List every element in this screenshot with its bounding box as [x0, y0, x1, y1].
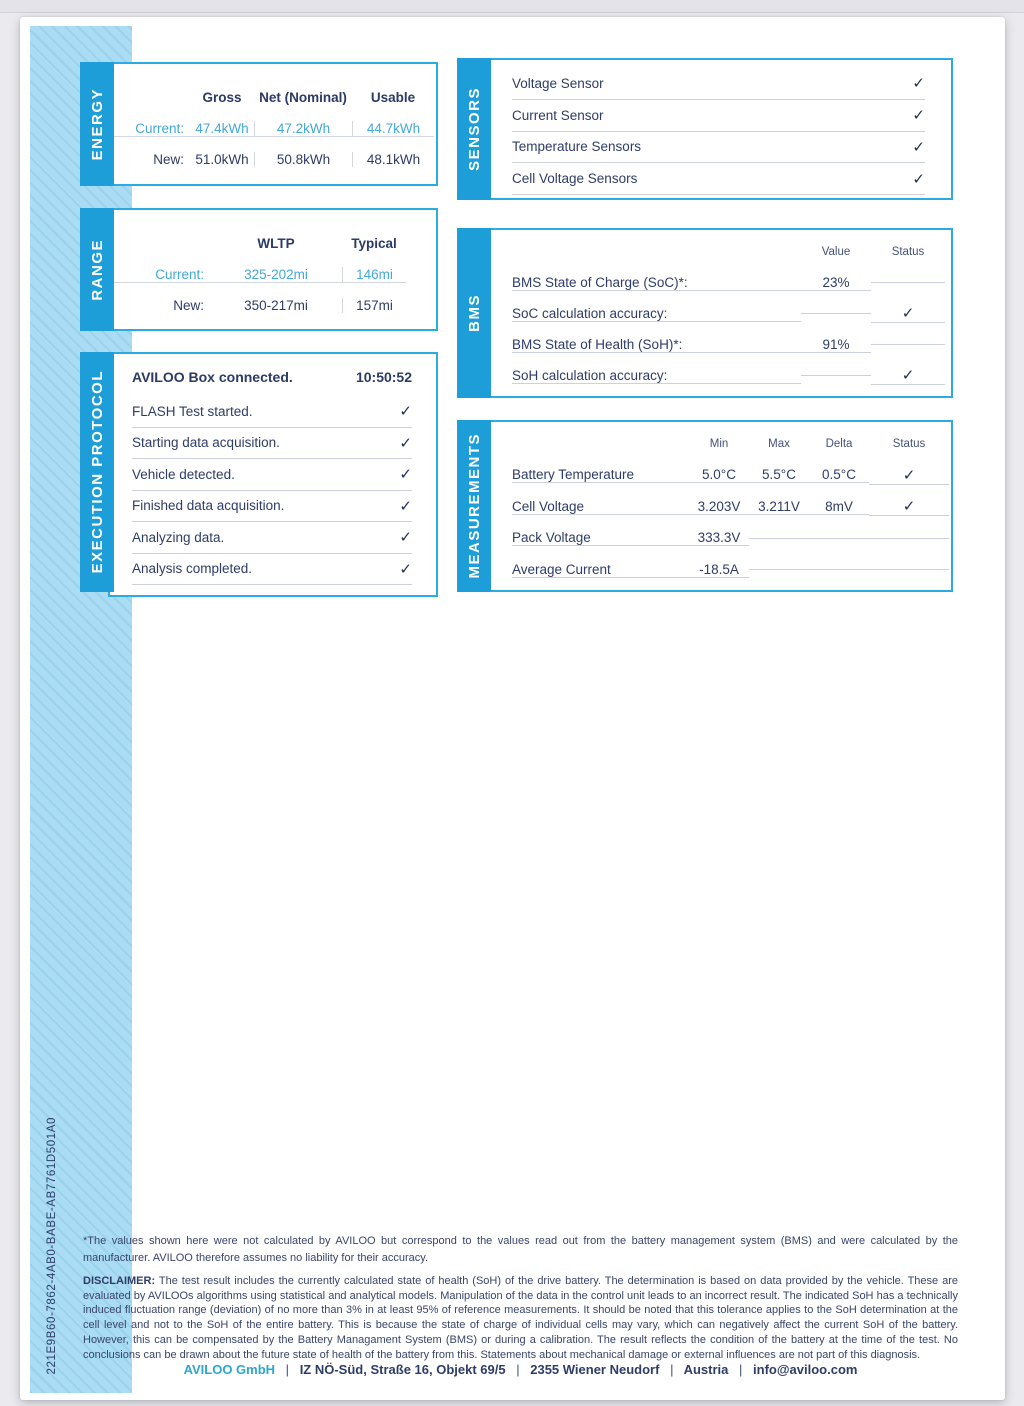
footer-city: 2355 Wiener Neudorf — [530, 1362, 660, 1377]
sensor-row — [512, 132, 925, 164]
footer-separator: | — [739, 1362, 743, 1377]
measurement-max: 5.5°C — [749, 467, 809, 483]
check-icon: ✓ — [871, 366, 945, 385]
energy-value: 44.7kWh — [352, 121, 434, 137]
sensor-row — [512, 68, 925, 100]
measurement-status-empty — [869, 538, 949, 539]
energy-col-header: Gross — [202, 90, 242, 105]
bms-corner-cell — [512, 236, 801, 262]
bms-col-header: Status — [891, 245, 925, 258]
section-label-bms-text: BMS — [465, 294, 483, 332]
measurement-delta — [809, 569, 869, 570]
section-label-execution-protocol — [80, 352, 114, 592]
exec-step-label: Analyzing data. — [132, 529, 225, 545]
energy-value: 50.8kWh — [254, 152, 352, 167]
execution-protocol-box — [108, 352, 438, 597]
range-value: 325-202mi — [210, 267, 342, 283]
range-box — [108, 208, 438, 331]
range-value: 157mi — [342, 298, 406, 313]
sensor-row — [512, 100, 925, 132]
section-label-energy-text: ENERGY — [88, 87, 106, 161]
measurement-max — [749, 538, 809, 539]
measurement-row-label: Average Current — [512, 562, 689, 578]
exec-header-text: AVILOO Box connected. — [132, 369, 293, 385]
exec-step-row — [132, 522, 412, 554]
range-value: 350-217mi — [244, 298, 308, 313]
section-label-sensors — [457, 58, 491, 200]
bms-status — [871, 344, 945, 345]
measurements-col-header: Max — [768, 437, 790, 450]
footer-email: info@aviloo.com — [753, 1362, 858, 1377]
footer-separator: | — [516, 1362, 520, 1377]
exec-step-label: Analysis completed. — [132, 561, 253, 577]
check-icon: ✓ — [399, 529, 412, 547]
exec-step-row — [132, 428, 412, 460]
range-value: 146mi — [342, 267, 406, 283]
bms-value: 91% — [801, 337, 871, 353]
sensor-row — [512, 163, 925, 195]
report-page — [20, 17, 1005, 1400]
exec-step-label: Finished data acquisition. — [132, 498, 285, 514]
check-icon: ✓ — [912, 138, 925, 156]
exec-step-row — [132, 396, 412, 428]
check-icon: ✓ — [399, 560, 412, 578]
bms-row-label: SoC calculation accuracy: — [512, 306, 801, 322]
bms-row-label: SoH calculation accuracy: — [512, 368, 801, 384]
footer-contact-line — [83, 1362, 958, 1377]
measurement-delta: 0.5°C — [809, 467, 869, 483]
measurement-max: 3.211V — [749, 499, 809, 515]
section-label-energy — [80, 62, 114, 186]
bms-box — [485, 228, 953, 398]
bms-status — [871, 282, 945, 283]
check-icon: ✓ — [912, 75, 925, 93]
energy-value: 51.0kWh — [195, 152, 249, 167]
bms-row-label: BMS State of Health (SoH)*: — [512, 337, 801, 353]
section-label-measurements — [457, 420, 491, 592]
bms-row-label: BMS State of Charge (SoC)*: — [512, 275, 801, 291]
execution-protocol-header — [110, 354, 436, 396]
check-icon: ✓ — [399, 466, 412, 484]
energy-value: 47.4kWh — [190, 121, 254, 137]
check-icon: ✓ — [399, 497, 412, 515]
energy-value: 47.2kWh — [254, 121, 352, 137]
exec-step-row — [132, 491, 412, 523]
disclaimer-text: The test result includes the currently calculated state of health (SoH) of the drive battery. The determination is based on data provided by the vehicle. These are evaluated by AVILOOs algorithms using statistical and analytical models. Manipulation of the data in the control unit leads to an incorrect result. The indicated SoH has a technically induced fluctuation range (deviation) of no more than 3% in at least 95% of reference measurements. It should be noted that this tolerance applies to the SoH determination at the cell level and not to the SoH of the entire battery. This is because the state of charge of individual cells may vary, which can negatively affect the current SoH of the battery. However, this can be compensated by the Battery Managament System (BMS) or during a calibration. The result reflects the condition of the battery at the time of the test. No conclusions can be drawn about the future state of health of the battery from this. Statements about mechanical damage or external influences are not part of this diagnosis. — [83, 1275, 958, 1361]
measurements-col-header: Min — [709, 437, 729, 450]
measurement-min: -18.5A — [689, 562, 749, 578]
range-row-label: New: — [173, 298, 204, 313]
document-id: 221E9B60-7862-4AB0-BABE-AB7761D501A0 — [46, 1117, 58, 1375]
bms-value: 23% — [801, 275, 871, 291]
energy-table — [110, 64, 436, 175]
check-icon: ✓ — [912, 107, 925, 125]
bms-value — [801, 375, 871, 376]
exec-step-label: Starting data acquisition. — [132, 435, 280, 451]
section-label-execution-protocol-text: EXECUTION PROTOCOL — [88, 370, 106, 574]
section-label-sensors-text: SENSORS — [465, 87, 483, 171]
exec-step-row — [132, 459, 412, 491]
footer-address: IZ NÖ-Süd, Straße 16, Objekt 69/5 — [299, 1362, 506, 1377]
disclaimer-label: DISCLAIMER: — [83, 1275, 156, 1287]
footer-country: Austria — [683, 1362, 729, 1377]
check-icon: ✓ — [399, 403, 412, 421]
check-icon: ✓ — [912, 170, 925, 188]
energy-row-label: New: — [153, 152, 184, 167]
footer-separator: | — [285, 1362, 290, 1377]
measurement-row-label: Battery Temperature — [512, 467, 689, 483]
background-top-band — [0, 0, 1024, 13]
section-label-range-text: RANGE — [88, 238, 106, 301]
sensor-label: Current Sensor — [512, 107, 604, 123]
sensors-box — [485, 58, 953, 200]
energy-value: 48.1kWh — [352, 152, 434, 167]
energy-col-header: Net (Nominal) — [259, 90, 347, 105]
section-label-range — [80, 208, 114, 331]
check-icon: ✓ — [869, 497, 949, 516]
range-row-label: Current: — [110, 267, 210, 283]
energy-col-header: Usable — [370, 90, 416, 105]
exec-step-row — [132, 554, 412, 586]
check-icon: ✓ — [871, 304, 945, 323]
energy-row-label: Current: — [110, 121, 190, 137]
measurements-box — [485, 420, 953, 592]
measurement-max — [749, 569, 809, 570]
measurement-delta: 8mV — [809, 499, 869, 515]
sensor-label: Voltage Sensor — [512, 75, 604, 91]
bms-table — [487, 230, 951, 391]
sensor-label: Cell Voltage Sensors — [512, 171, 638, 187]
footnote-text: *The values shown here were not calculated by AVILOO but correspond to the values read out from the battery management system (BMS) and were calculated by the manufacturer. AVILOO therefore assumes no liability for their accuracy. — [83, 1235, 958, 1265]
range-col-header: WLTP — [257, 236, 295, 251]
check-icon: ✓ — [869, 466, 949, 485]
exec-header-time: 10:50:52 — [355, 369, 412, 385]
range-col-header: Typical — [351, 236, 397, 251]
measurement-min: 333.3V — [689, 530, 749, 546]
measurement-row-label: Pack Voltage — [512, 530, 689, 546]
measurements-col-header: Delta — [825, 437, 853, 450]
measurement-row-label: Cell Voltage — [512, 499, 689, 515]
measurement-status-empty — [869, 569, 949, 570]
bms-value — [801, 313, 871, 314]
measurements-table — [487, 422, 951, 586]
exec-step-label: Vehicle detected. — [132, 466, 235, 482]
disclaimer-paragraph — [83, 1274, 958, 1362]
measurements-corner-cell — [512, 428, 689, 454]
measurement-min: 3.203V — [689, 499, 749, 515]
measurement-delta — [809, 538, 869, 539]
range-table — [110, 210, 436, 321]
measurements-col-header: Status — [892, 437, 926, 450]
footer-separator: | — [670, 1362, 674, 1377]
section-label-measurements-text: MEASUREMENTS — [465, 433, 483, 579]
exec-step-label: FLASH Test started. — [132, 403, 253, 419]
section-label-bms — [457, 228, 491, 398]
energy-box — [108, 62, 438, 186]
company-name: AVILOO GmbH — [183, 1362, 276, 1377]
check-icon: ✓ — [399, 434, 412, 452]
measurement-min: 5.0°C — [689, 467, 749, 483]
sensor-label: Temperature Sensors — [512, 139, 642, 155]
bms-col-header: Value — [821, 245, 851, 258]
